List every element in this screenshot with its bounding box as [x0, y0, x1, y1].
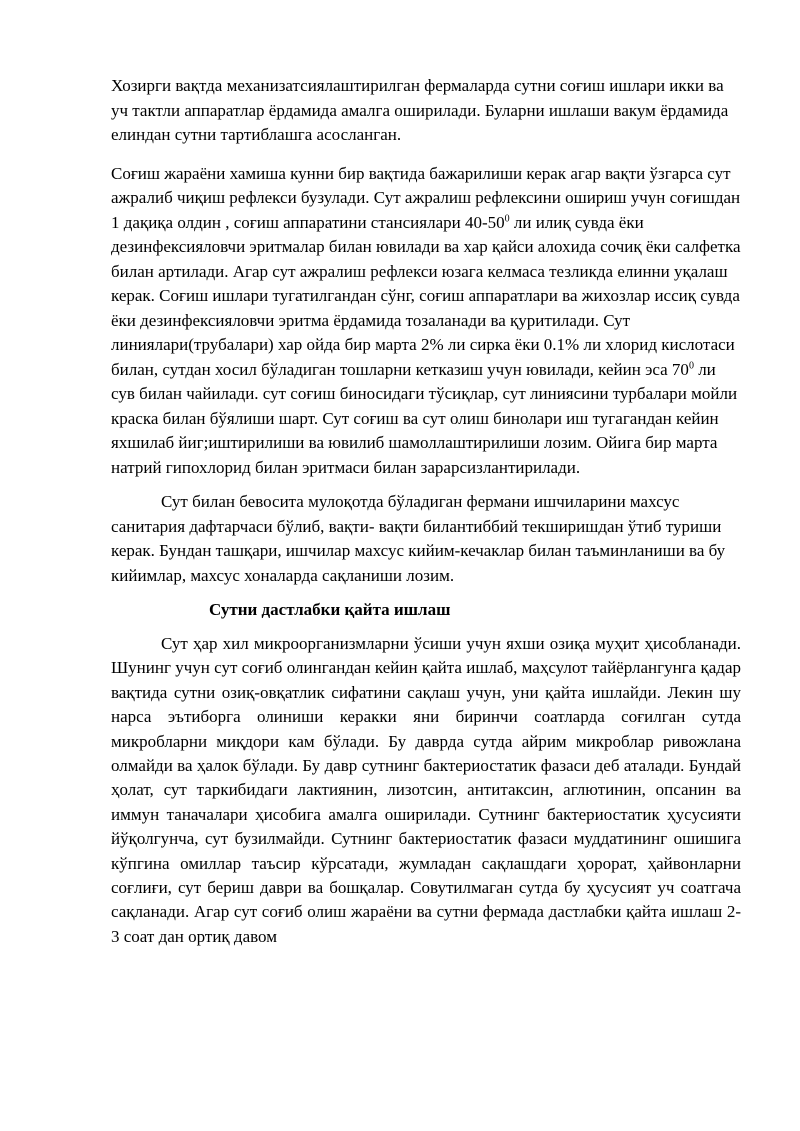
paragraph-milk-processing: Сут ҳар хил микроорганизмларни ўсиши учун яхши озиқа муҳит ҳисобланади. Шунинг учун сут соғиб олингандан кейин қайта ишлаб, маҳсулот тайёрлангунга қадар вақтида сутни озиқ-овқатлик сифатини сақлаш учун, уни қайта ишлайди. Лекин шу нарса эътиборга олиниши керакки яни биринчи соатларда соғилган сутда микробларни миқдори кам бўлади. Бу даврда сутда айрим микроблар ривожлана олмайди ва ҳалок бўлади. Бу давр сутнинг бактериостатик фазаси деб аталади. Бундай ҳолат, сут таркибидаги лактиянин, лизотсин, антитаксин, аглютинин, опсанин ва иммун таначалари ҳисобига амалга оширилади. Сутнинг бактериостатик ҳусусияти йўқолгунча, сут бузилмайди. Сутнинг бактериостатик фазаси муддатининг ошишига кўпгина омиллар таъсир кўрсатади, жумладан сақлашдаги ҳорорат, ҳайвонларни соғлиғи, сут бериш даври ва бошқалар. Совутилмаган сутда бу ҳусусият уч соатгача сақланади. Агар сут соғиб олиш жараёни ва сутни фермада дастлабки қайта ишлаш 2- 3 соат дан ортиқ давом — [111, 634, 741, 946]
section-heading: Сутни дастлабки қайта ишлаш — [209, 600, 451, 619]
paragraph-text-part: Соғиш жараёни хамиша кунни бир вақтида бажарилиши керак агар вақти ўзгарса сут ажралиб чиқиш рефлекси бузулади. Сут ажралиш рефлексини ошириш учун соғишдан 1 дақиқа олдин , соғиш аппаратини стансиялари 40-50 — [111, 163, 741, 232]
paragraph-farm-workers: Сут билан бевосита мулоқотда бўладиган фермани ишчиларини махсус санитария дафтарчаси бўлиб, вақти- вақти билантиббий текширишдан ўтиб туриши керак. Бундан ташқари, ишчилар махсус кийим-кечаклар билан таъминланиши ва бу кийимлар, махсус хоналарда сақланиши лозим. — [111, 492, 726, 585]
paragraph-milking-apparatus: Хозирги вақтда механизатсиялаштирилган фермаларда сутни соғиш ишлари икки ва уч тактли аппаратлар ёрдамида амалга оширилади. Буларни ишлаши вакум ёрдамида елиндан сутни тартиблашга асосланган. — [111, 76, 729, 144]
paragraph-text-part: ли сув билан чайилади. сут соғиш биносидаги тўсиқлар, сут линиясини турбалари мойли краска билан бўялиши шарт. Сут соғиш ва сут олиш бинолари иш тугагандан кейин яхшилаб йиг;иштирилиши ва ювилиб шамоллаштирилиши лозим. Ойига бир марта натрий гипохлорид билан эритмаси билан зарарсизлантирилади. — [111, 359, 738, 477]
superscript-degree: 0 — [504, 212, 510, 224]
document-page — [111, 74, 741, 949]
paragraph-text-part: ли илиқ сувда ёки дезинфексияловчи эритмалар билан ювилади ва хар қайси алохида сочиқ ёки салфетка билан артилади. Агар сут ажралиш рефлекси юзага келмаса тезликда елинни уқалаш керак. Соғиш ишлари тугатилгандан сўнг, соғиш аппаратлари ва жихозлар иссиқ сувда ёки дезинфексияловчи эритма ёрдамида тозаланади ва қуритилади. Сут линиялари(трубалари) хар ойда бир марта 2% ли сирка ёки 0.1% ли хлорид кислотаси билан, сутдан хосил бўладиган тошларни кетказиш учун ювилади, кейин эса 70 — [111, 212, 741, 379]
paragraph-milking-process — [111, 162, 741, 481]
superscript-degree: 0 — [688, 359, 694, 371]
